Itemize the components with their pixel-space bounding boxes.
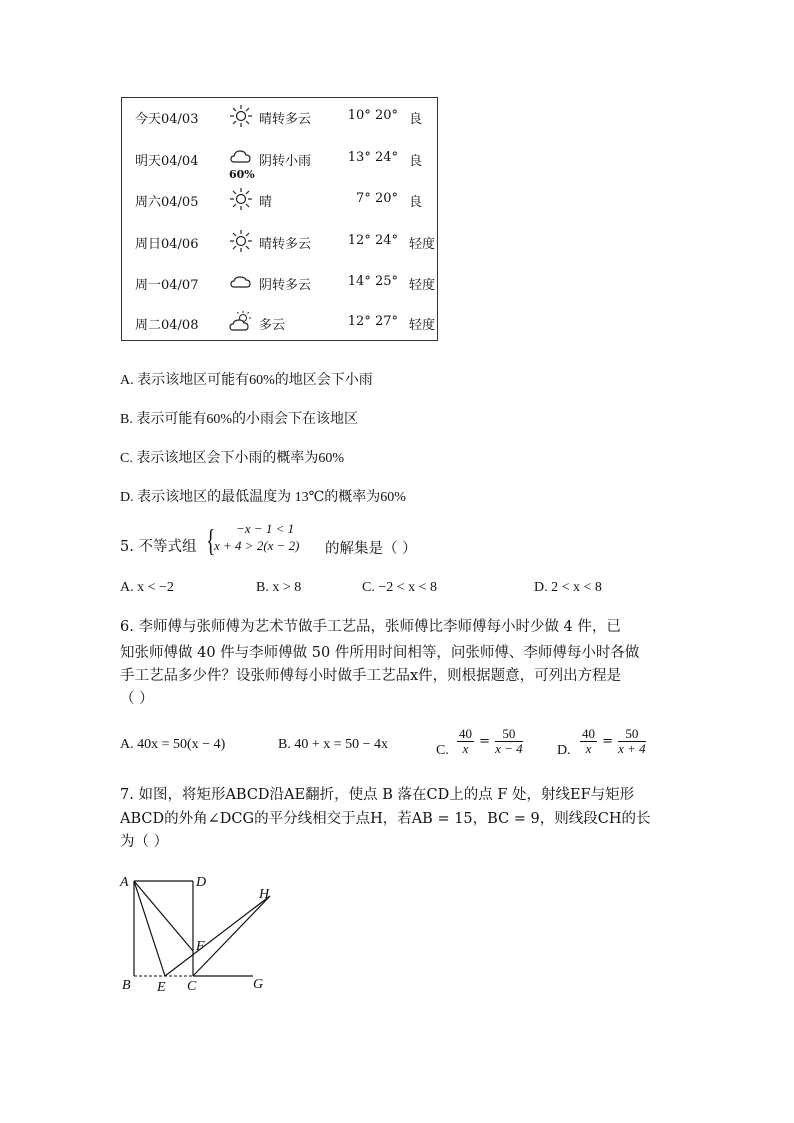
- q6-option-a: A. 40x = 50(x − 4): [120, 737, 226, 752]
- label-h: H: [259, 887, 270, 902]
- q6-option-d-equation: [580, 727, 646, 756]
- weather-row: [122, 142, 437, 181]
- weather-row: [122, 225, 437, 255]
- weather-temp: 14° 25°: [347, 274, 398, 289]
- q5-inequality-1: −x − 1 < 1: [236, 521, 295, 536]
- label-e: E: [157, 980, 166, 995]
- weather-day: 周一04/07: [135, 278, 199, 293]
- q6-option-d-label: D.: [557, 743, 571, 758]
- air-quality: 良: [409, 112, 423, 127]
- cloud-icon: [229, 270, 253, 294]
- segment-ch: [193, 896, 270, 976]
- weather-row: [122, 306, 437, 336]
- q5-option-b: B. x > 8: [256, 580, 302, 595]
- weather-row: [122, 100, 437, 130]
- q5-stem: 5. 不等式组: [120, 539, 197, 555]
- q6-line-3: 手工艺品多少件？设张师傅每小时做手工艺品x件，则根据题意，可列出方程是: [120, 668, 622, 684]
- partly-cloudy-icon: [229, 310, 253, 334]
- weather-row: [122, 266, 437, 296]
- air-quality: 良: [409, 154, 423, 169]
- fraction-denominator: x: [585, 741, 592, 756]
- equals-sign: =: [479, 734, 490, 749]
- brace: {: [206, 522, 216, 558]
- weather-forecast-table: [121, 97, 438, 341]
- label-a: A: [120, 875, 129, 890]
- q6-line-4: （ ）: [120, 691, 154, 707]
- weather-desc: 阴转小雨: [259, 154, 312, 169]
- sun-icon: [229, 104, 253, 128]
- geometry-figure: [110, 866, 280, 996]
- weather-desc: 晴: [259, 195, 273, 210]
- q4-option-b: B. 表示可能有60%的小雨会下在该地区: [120, 412, 358, 427]
- rain-probability: 60%: [229, 168, 255, 181]
- weather-day: 周二04/08: [135, 318, 199, 333]
- air-quality: 良: [409, 195, 423, 210]
- q6-option-b: B. 40 + x = 50 − 4x: [278, 737, 389, 752]
- weather-temp: 7° 20°: [356, 191, 398, 206]
- q7-line-2: ABCD的外角∠DCG的平分线相交于点H，若AB = 15，BC = 9，则线段CH的长: [120, 811, 651, 827]
- air-quality: 轻度: [409, 318, 436, 333]
- weather-row: [122, 183, 437, 213]
- q5-inequality-2: x + 4 > 2(x − 2): [214, 538, 300, 553]
- weather-day: 周日04/06: [135, 237, 199, 252]
- q5-tail: 的解集是（ ）: [325, 541, 417, 557]
- q6-line-1: 6. 李师傅与张师傅为艺术节做手工艺品，张师傅比李师傅每小时少做 4 件，已: [120, 619, 621, 635]
- fraction-numerator: 40: [582, 726, 595, 741]
- equals-sign: =: [602, 734, 613, 749]
- cloud-rain-icon: [229, 146, 253, 170]
- label-c: C: [187, 979, 197, 994]
- weather-desc: 晴转多云: [259, 237, 312, 252]
- q6-line-2: 知张师傅做 40 件与李师傅做 50 件所用时间相等，问张师傅、李师傅每小时各做: [120, 645, 640, 661]
- segment-af: [134, 881, 193, 951]
- weather-desc: 多云: [259, 318, 286, 333]
- label-d: D: [196, 875, 207, 890]
- segment-ae: [134, 881, 165, 976]
- fraction-denominator: x: [462, 741, 469, 756]
- q7-line-3: 为（ ）: [120, 834, 169, 850]
- weather-day: 今天04/03: [135, 112, 199, 127]
- weather-day: 周六04/05: [135, 195, 199, 210]
- q4-option-a: A. 表示该地区可能有60%的地区会下小雨: [120, 373, 373, 388]
- weather-desc: 阴转多云: [259, 278, 312, 293]
- fraction-numerator: 50: [495, 727, 523, 742]
- q6-option-c-equation: [457, 727, 523, 756]
- fraction-numerator: 40: [459, 726, 472, 741]
- q4-option-d: D. 表示该地区的最低温度为 13℃的概率为60%: [120, 490, 406, 505]
- q5-option-a: A. x < −2: [120, 580, 174, 595]
- q5-option-d: D. 2 < x < 8: [534, 580, 602, 595]
- weather-temp: 12° 24°: [347, 233, 398, 248]
- weather-day: 明天04/04: [135, 154, 199, 169]
- sun-icon: [229, 187, 253, 211]
- weather-desc: 晴转多云: [259, 112, 312, 127]
- label-g: G: [253, 977, 264, 992]
- fraction-denominator: x + 4: [618, 741, 646, 756]
- label-f: F: [196, 939, 205, 954]
- weather-temp: 10° 20°: [347, 108, 398, 123]
- q7-line-1: 7. 如图，将矩形ABCD沿AE翻折，使点 B 落在CD上的点 F 处，射线EF与矩形: [120, 787, 635, 803]
- sun-icon: [229, 229, 253, 253]
- weather-temp: 12° 27°: [347, 314, 398, 329]
- q5-option-c: C. −2 < x < 8: [362, 580, 438, 595]
- label-b: B: [122, 978, 131, 993]
- fraction-denominator: x − 4: [495, 741, 523, 756]
- air-quality: 轻度: [409, 278, 436, 293]
- air-quality: 轻度: [409, 237, 436, 252]
- weather-temp: 13° 24°: [347, 150, 398, 165]
- q6-option-c-label: C.: [436, 743, 449, 758]
- q4-option-c: C. 表示该地区会下小雨的概率为60%: [120, 451, 344, 466]
- fraction-numerator: 50: [618, 727, 646, 742]
